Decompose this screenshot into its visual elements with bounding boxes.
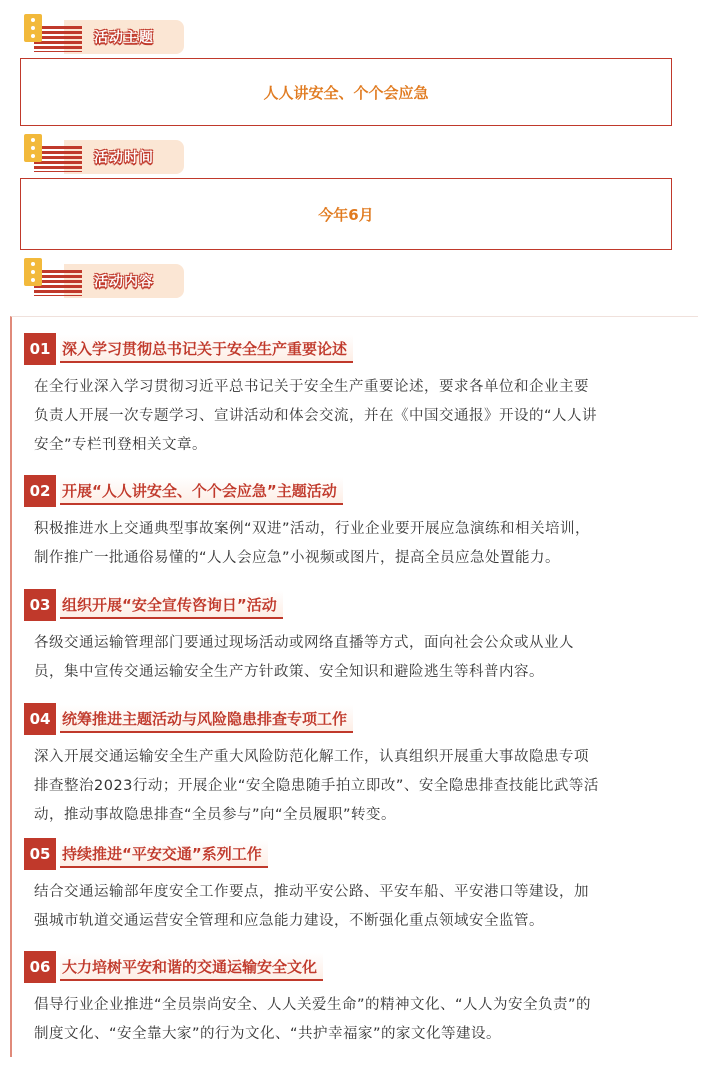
body-line: 积极推进水上交通典型事故案例“双进”活动，行业企业要开展应急演练和相关培训， <box>34 521 591 537</box>
body-line: 动，推动事故隐患排查“全员参与”向“全员履职”转变。 <box>34 807 397 823</box>
section-tab <box>64 140 184 174</box>
section-header-time <box>20 134 190 178</box>
item-heading: 大力培树平安和谐的交通运输安全文化 <box>60 953 323 981</box>
body-line: 强城市轨道交通运营安全管理和应急能力建设，不断强化重点领域安全监管。 <box>34 913 544 929</box>
item-title-04 <box>24 703 353 735</box>
item-number: 03 <box>24 589 56 621</box>
body-line: 制作推广一批通俗易懂的“人人会应急”小视频或图片，提高全员应急处置能力。 <box>34 550 561 566</box>
time-box <box>20 178 672 250</box>
item-body-05 <box>34 878 689 936</box>
item-number: 01 <box>24 333 56 365</box>
item-number: 06 <box>24 951 56 983</box>
item-title-05 <box>24 838 268 870</box>
item-heading: 统筹推进主题活动与风险隐患排查专项工作 <box>60 705 353 733</box>
item-heading: 持续推进“平安交通”系列工作 <box>60 840 268 868</box>
body-line: 深入开展交通运输安全生产重大风险防范化解工作，认真组织开展重大事故隐患专项 <box>34 749 589 765</box>
item-title-06 <box>24 951 323 983</box>
section-header-content <box>20 258 190 302</box>
time-value: 今年6月 <box>318 205 374 224</box>
item-number: 05 <box>24 838 56 870</box>
section-label-content: 活动内容 <box>94 274 154 290</box>
item-title-03 <box>24 589 283 621</box>
item-body-06 <box>34 991 689 1049</box>
section-tab <box>64 20 184 54</box>
body-line: 员，集中宣传交通运输安全生产方针政策、安全知识和避险逃生等科普内容。 <box>34 664 544 680</box>
section-header-theme <box>20 14 190 58</box>
item-number: 02 <box>24 475 56 507</box>
body-line: 安全”专栏刊登相关文章。 <box>34 437 208 453</box>
item-body-01 <box>34 373 689 460</box>
section-label-time: 活动时间 <box>94 150 154 166</box>
body-line: 在全行业深入学习贯彻习近平总书记关于安全生产重要论述，要求各单位和企业主要 <box>34 379 589 395</box>
dots-decoration-icon <box>24 134 42 162</box>
item-body-03 <box>34 629 689 687</box>
body-line: 各级交通运输管理部门要通过现场活动或网络直播等方式，面向社会公众或从业人 <box>34 635 574 651</box>
body-line: 排查整治2023行动；开展企业“安全隐患随手拍立即改”、安全隐患排查技能比武等活 <box>34 778 599 794</box>
content-frame <box>10 316 698 1057</box>
body-line: 结合交通运输部年度安全工作要点，推动平安公路、平安车船、平安港口等建设，加 <box>34 884 589 900</box>
dots-decoration-icon <box>24 14 42 42</box>
item-heading: 组织开展“安全宣传咨询日”活动 <box>60 591 283 619</box>
item-number: 04 <box>24 703 56 735</box>
theme-box <box>20 58 672 126</box>
item-title-02 <box>24 475 343 507</box>
item-heading: 开展“人人讲安全、个个会应急”主题活动 <box>60 477 343 505</box>
body-line: 倡导行业企业推进“全员崇尚安全、人人关爱生命”的精神文化、“人人为安全负责”的 <box>34 997 592 1013</box>
item-heading: 深入学习贯彻总书记关于安全生产重要论述 <box>60 335 353 363</box>
section-label-theme: 活动主题 <box>94 30 154 46</box>
theme-value: 人人讲安全、个个会应急 <box>263 83 429 102</box>
section-tab <box>64 264 184 298</box>
dots-decoration-icon <box>24 258 42 286</box>
item-body-04 <box>34 743 689 830</box>
item-title-01 <box>24 333 353 365</box>
body-line: 制度文化、“安全靠大家”的行为文化、“共护幸福家”的家文化等建设。 <box>34 1026 502 1042</box>
item-body-02 <box>34 515 689 573</box>
body-line: 负责人开展一次专题学习、宣讲活动和体会交流，并在《中国交通报》开设的“人人讲 <box>34 408 598 424</box>
